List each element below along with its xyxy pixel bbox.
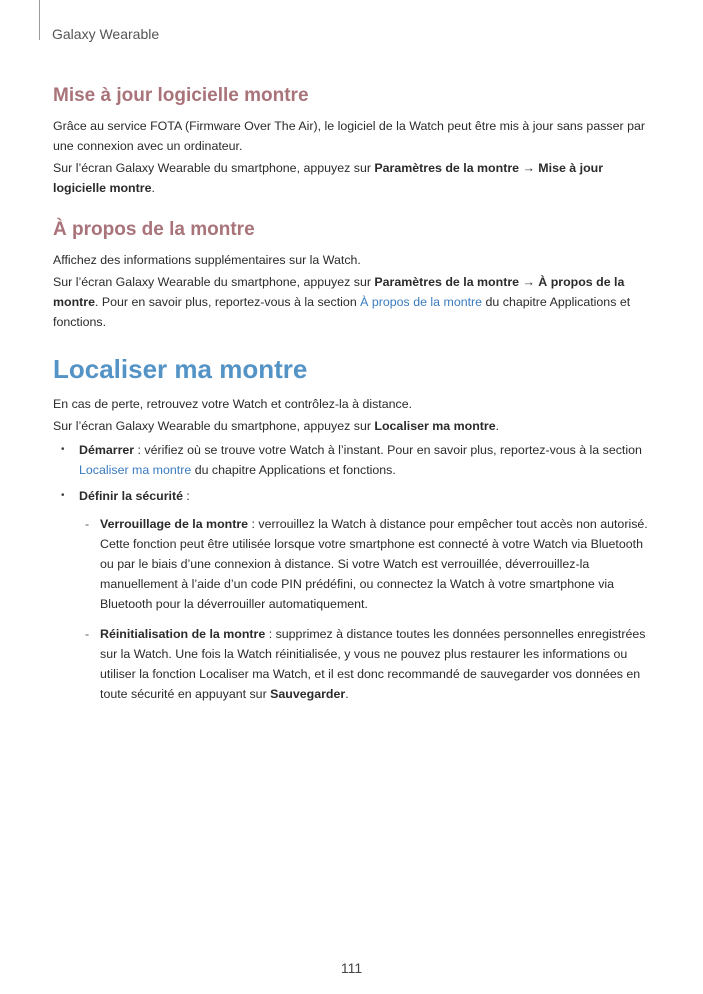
menu-path: Localiser ma montre (374, 419, 496, 433)
text: Sur l’écran Galaxy Wearable du smartphone, appuyez sur (53, 419, 375, 433)
cross-reference-link[interactable]: À propos de la montre (360, 295, 483, 309)
text: : vérifiez où se trouve votre Watch à l’instant. Pour en savoir plus, reportez-vous à la section (134, 443, 642, 457)
text: . (495, 419, 500, 433)
section-title: À propos de la montre (53, 219, 255, 240)
item-label: Réinitialisation de la montre (100, 627, 266, 641)
paragraph (53, 416, 653, 436)
text: Sur l’écran Galaxy Wearable du smartphone, appuyez sur (53, 275, 375, 289)
section-about-watch (53, 218, 653, 332)
section-title: Mise à jour logicielle montre (53, 85, 309, 106)
cross-reference-link[interactable]: Localiser ma montre (79, 463, 192, 477)
sub-item-reset (100, 624, 653, 704)
section-find-watch (53, 352, 653, 704)
bullet-list (53, 440, 653, 704)
menu-path: Paramètres de la montre → À propos de la montre (53, 275, 625, 309)
paragraph: En cas de perte, retrouvez votre Watch et contrôlez-la à distance. (53, 397, 413, 411)
text: du chapitre Applications et fonctions. (191, 463, 396, 477)
text: . Pour en savoir plus, reportez-vous à la section (95, 295, 361, 309)
text: . (151, 181, 155, 195)
menu-item-name: Sauvegarder (270, 687, 346, 701)
item-label: Définir la sécurité (79, 489, 183, 503)
list-item-start (79, 440, 653, 480)
paragraph (53, 158, 653, 198)
text: : (182, 489, 190, 503)
sub-list (79, 514, 653, 704)
header-divider (39, 0, 40, 40)
text: Sur l’écran Galaxy Wearable du smartphone, appuyez sur (53, 161, 375, 175)
item-label: Verrouillage de la montre (100, 517, 249, 531)
text: du chapitre Applications et fonctions. (53, 295, 631, 329)
paragraph (53, 272, 653, 332)
sub-item-lock (100, 514, 653, 614)
page-content (53, 84, 653, 724)
item-label: Démarrer (79, 443, 135, 457)
list-item-security (79, 486, 653, 704)
paragraph: Affichez des informations supplémentaires sur la Watch. (53, 253, 361, 267)
text: : verrouillez la Watch à distance pour empêcher tout accès non autorisé. Cette fonction peut être utilisée lorsque votre smartphone est connecté à votre Watch via Bluetooth ou par le biais d’une connexion à distance. Si votre Watch est verrouillée, déverrouillez-la manuellement à l’aide d’un code PIN prédéfini, ou connectez la Watch à votre smartphone via Bluetooth pour la déverrouiller automatiquement. (100, 517, 648, 611)
text: : supprimez à distance toutes les données personnelles enregistrées sur la Watch. Une fois la Watch réinitialisée, y vous ne pouvez plus restaurer les informations ou utiliser la fonction Localiser ma Watch, et il est donc recommandé de sauvegarder vos données en toute sécurité en appuyant sur (100, 627, 646, 701)
menu-path: Paramètres de la montre → Mise à jour logicielle montre (53, 161, 604, 195)
section-software-update (53, 84, 653, 198)
chapter-title: Localiser ma montre (53, 354, 308, 384)
page-number: 111 (340, 960, 363, 976)
paragraph: Grâce au service FOTA (Firmware Over The Air), le logiciel de la Watch peut être mis à jour sans passer par une connexion avec un ordinateur. (53, 119, 645, 153)
page-header: Galaxy Wearable (52, 26, 160, 42)
text: . (345, 687, 349, 701)
